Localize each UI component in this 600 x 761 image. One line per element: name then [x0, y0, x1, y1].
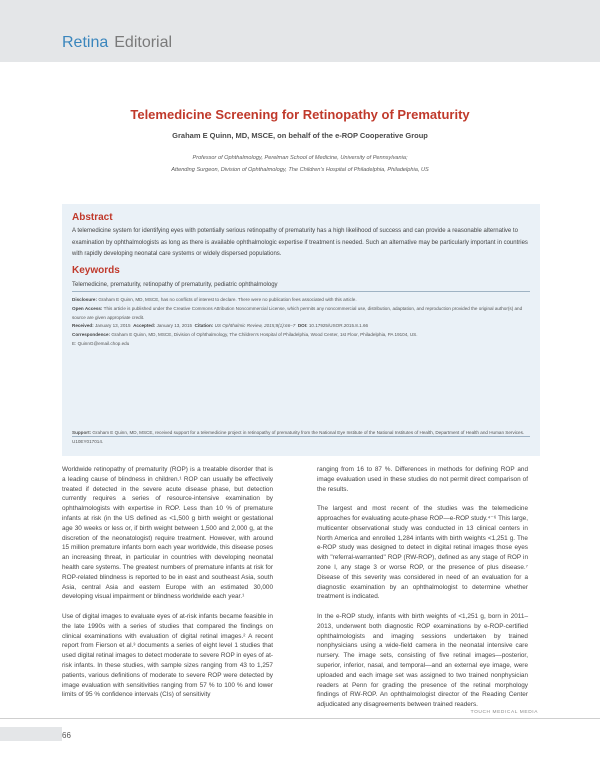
header-band: [0, 0, 600, 62]
body-paragraph: ranging from 16 to 87 %. Differences in methods for defining ROP and image evaluation used in these studies do not permit direct comparison of the results.: [317, 466, 528, 493]
article-metadata: [72, 296, 530, 349]
email-line: E: QuinnG@email.chop.edu: [72, 340, 130, 346]
meta-divider: [72, 291, 530, 292]
body-column-left: [62, 465, 273, 710]
page-number: 66: [62, 731, 71, 740]
affiliation-line-1: Professor of Ophthalmology, Perelman School of Medicine, University of Pennsylvania;: [192, 155, 408, 161]
section-name: Retina: [62, 34, 109, 51]
publisher-name: TOUCH MEDICAL MEDIA: [470, 710, 538, 715]
article-title: Telemedicine Screening for Retinopathy of Prematurity: [130, 107, 470, 122]
body-paragraph: In the e-ROP study, infants with birth weights of <1,251 g, born in 2011–2013, underwent both diagnostic ROP examinations by e-ROP-certified ophthalmologists and imaging sessions undertaken by trained nonphysicians using a wide-field camera in the neonatal intensive care nursery. The image sets, consisting of five retinal images—posterior, superior, inferior, nasal, and temporal—and an external eye image, were uploaded and each image set was assigned to two trained nonphysician readers at Penn for grading the presence of the retinal morphology findings of RW-ROP. An ophthalmologist director of the Reading Center adjudicated any disagreements between trained readers.: [317, 612, 528, 709]
body-paragraph: The largest and most recent of the studies was the telemedicine approaches for evaluating acute-phase ROP—e-ROP study.⁴⁻⁶ This large, multicenter observational study was conducted in 13 clinical centers in North America and enrolled 1,284 infants with birth weights <1,251 g. The e-ROP study was designed to detect in digital retinal images those eyes with "referral-warranted" ROP (RW-ROP), defined as any stage of ROP in zone I, any stage 3 or worse ROP, or the presence of plus disease.⁷ Disease of this severity was considered in need of an evaluation for a diagnostic examination by an ophthalmologist to determine whether treatment is indicated.: [317, 505, 528, 601]
author-line: Graham E Quinn, MD, MSCE, on behalf of the e-ROP Cooperative Group: [172, 131, 428, 140]
dates-citation-line: Received: January 13, 2015 Accepted: January 13, 2015 Citation: US Ophthalmic Review, 2015;8(1):66–7 DOI: 10.17925/USOR.2015.8.1.66: [72, 323, 369, 329]
affiliation-line-2: Attending Surgeon, Division of Ophthalmology, The Children's Hospital of Philadelphia, Philadelphia, US: [171, 167, 429, 173]
disclosure-line: Disclosure: Graham E Quinn, MD, MSCE, has no conflicts of interest to declare. There were no publication fees associated with this article.: [72, 297, 357, 302]
journal-header: [62, 34, 172, 52]
page-tab: [0, 727, 62, 741]
abstract-text: A telemedicine system for identifying eyes with potentially serious retinopathy of prematurity has a high likelihood of success and can provide a reasonable alternative to examination by ophthalmologists as long as there is available ophthalmologic expertise if treatment is needed. Such an alternative may be particularly important in countries with rapidly developing neonatal care systems or widely dispersed populations.: [72, 228, 528, 257]
support-statement: Support: Graham E Quinn, MD, MSCE, received support for a telemedicine project in retinopathy of prematurity from the National Eye Institute of the National Institutes of Health, Department of Health and Human Services. U10EY017014.: [72, 430, 525, 444]
correspondence-line: Correspondence: Graham E Quinn, MD, MSCE, Division of Ophthalmology, The Children's Hospital of Philadelphia, Wood Center, 1st Floor, Philadelphia, PA 19104, US.: [72, 332, 418, 338]
footer-divider: [0, 718, 600, 719]
keywords-heading: Keywords: [72, 265, 120, 276]
correspondence-email[interactable]: QuinnG@email.chop.edu: [77, 340, 130, 346]
body-paragraph: Worldwide retinopathy of prematurity (ROP) is a treatable disorder that is a leading cause of blindness in children.¹ ROP can usually be effectively treated if detected in the severe acute disease phase, but detection currently requires a series of resource-intensive examination by ophthalmologists with expertise in ROP. Less than 10 % of premature infants at risk (in the US defined as <1,500 g birth weight or gestational age 30 weeks or less or, if birth weight between 1,500 and 2,000 g, at the discretion of the neonatologist) require treatment. However, with around 15 million premature infants born each year worldwide, this disease poses an increasing threat, in particular in countries with developing neonatal health care systems. The greatest numbers of premature infants at risk for ROP-related blindness is reported to be in east and southeast Asia, south Asia, central Asia and eastern Europe with an estimated 30,000 developing visual impairment or blindness worldwide each year.¹: [62, 466, 273, 601]
article-type: Editorial: [114, 34, 173, 51]
abstract-heading: Abstract: [72, 212, 113, 223]
body-column-right: [317, 465, 528, 720]
keywords-text: Telemedicine, prematurity, retinopathy of prematurity, pediatric ophthalmology: [72, 282, 278, 288]
body-paragraph: Use of digital images to evaluate eyes of at-risk infants became feasible in the late 1990s with a series of studies that compared the findings on clinical examinations with evaluation of digital retinal images.² A recent report from Fierson et al.³ documents a series of eight level 1 studies that used digital retinal images to detect moderate to severe ROP in eyes of at-risk infants. In these studies, with sample sizes ranging from 43 to 1,257 patients, various definitions of moderate to severe ROP were detected by image evaluation with sensitivities ranging from 57 % to 100 % and lower limits of 95 % confidence intervals (CIs) of sensitivity: [62, 612, 273, 699]
open-access-line: Open Access: This article is published under the Creative Commons Attribution Noncommercial License, which permits any noncommercial use, distribution, adaptation, and reproduction provided the original author(s) and source are given appropriate credit.: [72, 305, 523, 320]
